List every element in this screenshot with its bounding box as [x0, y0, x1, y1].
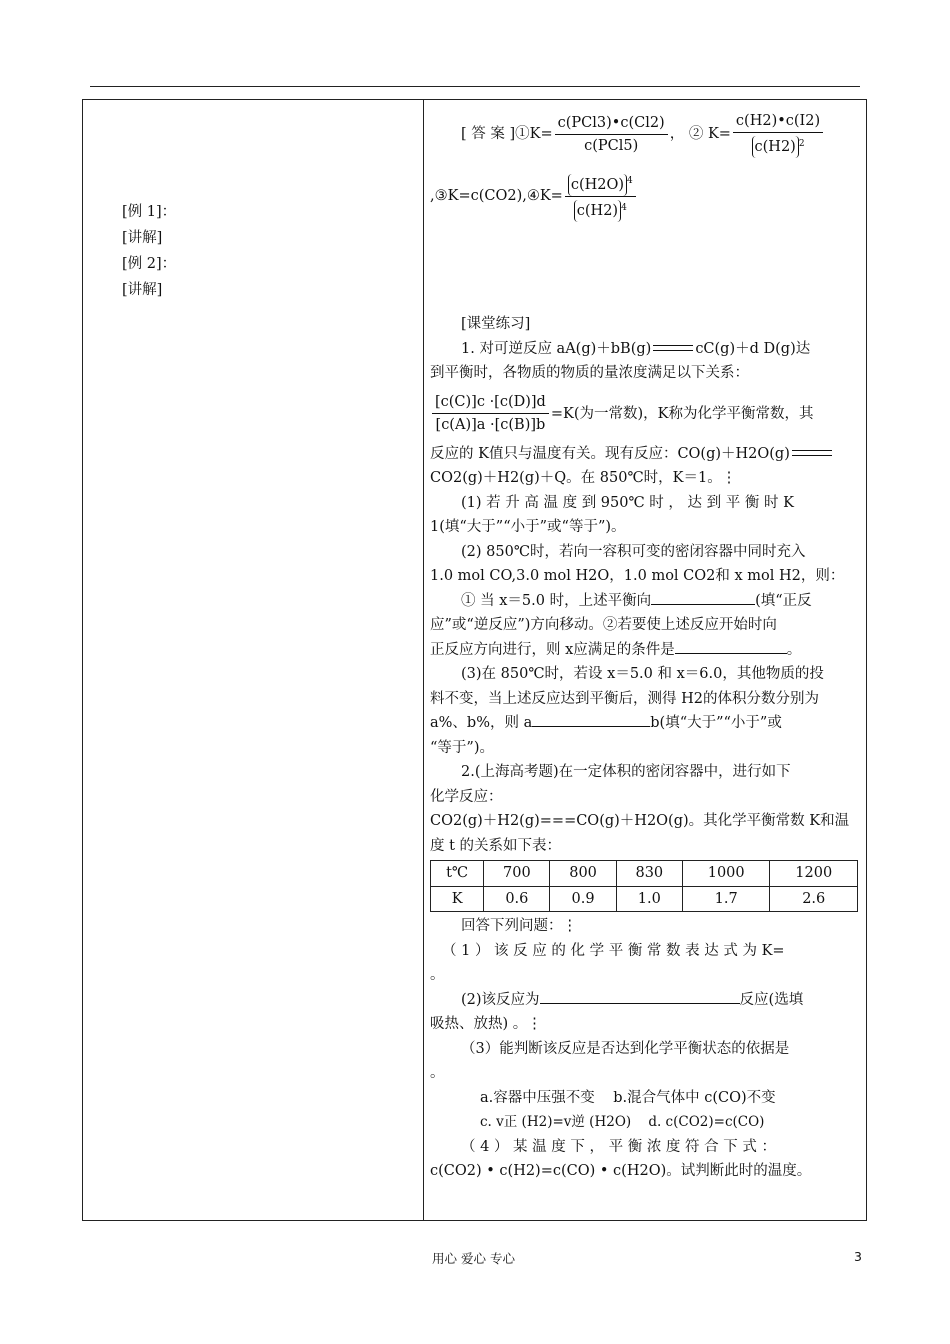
options-line-1 — [430, 1086, 858, 1111]
example-2-label: [例 2]： — [122, 256, 177, 272]
table-row — [431, 861, 858, 887]
question-2-line-1: (2) 850℃时，若向一容积可变的密闭容器中同时充入 — [461, 543, 806, 560]
answer-2-line-2: 吸热、放热) 。⋮ — [430, 1016, 542, 1032]
example-1-label: [例 1]： — [122, 204, 177, 220]
question-1-line-1: (1) 若 升 高 温 度 到 950℃ 时 ， 达 到 平 衡 时 K — [461, 494, 794, 511]
question-1-line-2: 1(填“大于”“小于”或“等于”)。 — [430, 519, 626, 535]
table-cell: 1.0 — [616, 886, 682, 912]
answer-blank[interactable] — [540, 989, 740, 1004]
table-cell: K — [431, 886, 484, 912]
option-d: d. c(CO2)=c(CO) — [648, 1114, 765, 1130]
equilibrium-arrow-icon — [792, 450, 832, 458]
kp-fraction-3: $\frac{c(H2O) ^4}{c(H2) ^4}$ — [565, 170, 636, 223]
option-a: a.容器中压强不变 — [480, 1089, 595, 1106]
question-3-line-1: (3)在 850℃时，若设 x＝5.0 和 x＝6.0，其他物质的投 — [461, 666, 824, 682]
question-2-line-4: 应”或“逆反应”)方向移动。②若要使上述反应开始时向 — [430, 617, 777, 633]
question-3-line-3: a%、b%，则 a b(填“大于”“小于”或 — [430, 711, 858, 736]
answer-4-line-2: c(CO2) • c(H2)=c(CO) • c(H2O)。试判断此时的温度。 — [430, 1163, 812, 1179]
table-cell: 700 — [484, 861, 550, 887]
answer-2-line-1: (2)该反应为 反应(选填 — [430, 988, 858, 1013]
table-cell: 1200 — [770, 861, 858, 887]
practice-1-line-2: 到平衡时，各物质的物质的量浓度满足以下关系： — [430, 365, 749, 381]
table-cell: 800 — [550, 861, 616, 887]
page-number: 3 — [854, 1249, 862, 1264]
table-cell: 0.6 — [484, 886, 550, 912]
right-column — [430, 108, 858, 1184]
answer-4-line-1: （ 4 ） 某 温 度 下 ， 平 衡 浓 度 符 合 下 式 ： — [461, 1138, 776, 1155]
table-cell: 2.6 — [770, 886, 858, 912]
k-temperature-table — [430, 860, 858, 912]
table-row — [431, 886, 858, 912]
table-cell: 1000 — [682, 861, 770, 887]
question-2-line-5: 正反应方向进行，则 x应满足的条件是 。 — [430, 638, 858, 663]
answer-blank[interactable] — [651, 590, 755, 605]
table-cell: t℃ — [431, 861, 484, 887]
column-divider — [423, 99, 424, 1221]
question-2-line-3: ① 当 x＝5.0 时，上述平衡向 (填“正反 — [430, 589, 858, 614]
kp-fraction-2: $\frac{c(H2)•c(I2)}{c(H2) ^2}$ — [733, 110, 823, 159]
answer-line-2: ,③K=c(CO2),④K= $\frac{c(H2O) ^4}{c(H2) ^4}$ — [430, 164, 858, 228]
question-3-line-4: “等于”)。 — [430, 739, 494, 756]
practice-2-line-2: 化学反应： — [430, 788, 503, 805]
practice-1-line-3: $\frac{[c(C)]c \cdot[c(D)]d}{[c(A)]a \cdot[c(B)]b}$ =K(为一常数)，K称为化学平衡常数，其 — [430, 386, 858, 442]
practice-2-line-1: 2.(上海高考题)在一定体积的密闭容器中，进行如下 — [461, 764, 791, 780]
table-cell: 1.7 — [682, 886, 770, 912]
answer-1-line-1: （ 1 ） 该 反 应 的 化 学 平 衡 常 数 表 达 式 为 K= — [442, 942, 785, 959]
options-line-2 — [430, 1110, 858, 1135]
practice-2-line-3: CO2(g)＋H2(g)===CO(g)＋H2O(g)。其化学平衡常数 K和温 — [430, 813, 850, 829]
equilibrium-constant-fraction: $\frac{[c(C)]c \cdot[c(D)]d}{[c(A)]a \cdot[c(B)]b}$ — [432, 391, 549, 436]
answer-blank[interactable] — [675, 639, 787, 654]
footer-slogan: 用心 爱心 专心 — [432, 1251, 515, 1266]
question-2-line-2: 1.0 mol CO,3.0 mol H2O，1.0 mol CO2和 x mol H2，则： — [430, 568, 845, 584]
answer-intro: 回答下列问题：⋮ — [461, 918, 577, 934]
answer-3-line-1: （3）能判断该反应是否达到化学平衡状态的依据是 — [461, 1040, 790, 1057]
answer-blank[interactable] — [532, 712, 650, 727]
question-3-line-2: 料不变，当上述反应达到平衡后，测得 H2的体积分数分别为 — [430, 690, 819, 707]
practice-1-line-1: 1. 对可逆反应 aA(g)＋bB(g) cC(g)＋d D(g)达 — [461, 340, 811, 357]
practice-2-line-4: 度 t 的关系如下表： — [430, 837, 562, 854]
option-b: b.混合气体中 c(CO)不变 — [613, 1089, 776, 1106]
equilibrium-arrow-icon — [653, 345, 693, 353]
practice-1-line-5: CO2(g)＋H2(g)＋Q。在 850℃时，K＝1。⋮ — [430, 470, 737, 486]
header-rule — [90, 86, 860, 87]
left-column — [122, 199, 176, 303]
option-c: c. v正 (H2)=v逆 (H2O) — [480, 1114, 632, 1130]
explanation-1-label: [讲解] — [122, 230, 163, 246]
table-cell: 830 — [616, 861, 682, 887]
answer-line-1: [ 答 案 ]①K= $\frac{\text{c(PCl3)•c(Cl2)}}{\text{c(PCl5)}}$ ， ② K= $\frac{c(H2)•c(I2)}{c(H2) ^2}$ — [430, 108, 858, 160]
explanation-2-label: [讲解] — [122, 282, 163, 298]
practice-1-line-4: 反应的 K值只与温度有关。现有反应：CO(g)＋H2O(g) — [430, 442, 858, 467]
kp-fraction-1: $\frac{\text{c(PCl3)•c(Cl2)}}{\text{c(PCl5)}}$ — [555, 112, 668, 157]
practice-title: [课堂练习] — [461, 316, 531, 332]
table-cell: 0.9 — [550, 886, 616, 912]
answer-1-line-2: 。 — [430, 967, 445, 983]
answer-3-line-2: 。 — [430, 1065, 445, 1081]
